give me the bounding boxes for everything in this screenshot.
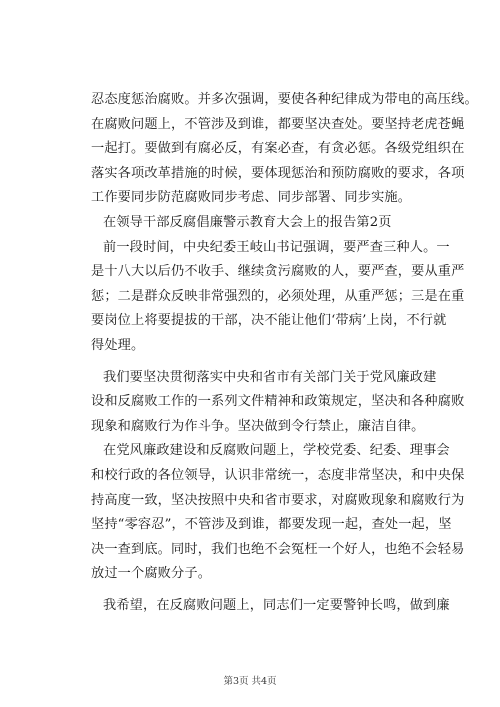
document-body — [91, 88, 478, 618]
text-line: 放过一个腐败分子。 — [91, 566, 212, 582]
text-line: 和校行政的各位领导，认识非常统一，态度非常坚决，和中央保 — [91, 467, 465, 483]
text-line: 设和反腐败工作的一系列文件精神和政策规定，坚决和各种腐败 — [91, 394, 465, 410]
text-line: 是十八大以后仍不收手、继续贪污腐败的人，要严查，要从重严 — [91, 264, 465, 280]
text-line: 我们要坚决贯彻落实中央和省市有关部门关于党风廉政建 — [103, 369, 437, 385]
text-line: 忍态度惩治腐败。并多次强调，要使各种纪律成为带电的高压线。 — [91, 92, 478, 107]
text-line: 持高度一致，坚决按照中央和省市要求，对腐败现象和腐败行为 — [91, 492, 465, 508]
text-line: 决一查到底。同时，我们也绝不会冤枉一个好人，也绝不会轻易 — [91, 541, 465, 557]
text-line: 在党风廉政建设和反腐败问题上，学校党委、纪委、理事会 — [103, 443, 450, 459]
text-line: 得处理。 — [91, 337, 145, 353]
text-line: 坚持“零容忍”，不管涉及到谁，都要发现一起，查处一起，坚 — [91, 517, 452, 533]
text-line: 要岗位上将要提拔的干部，决不能让他们‘带病’上岗，不行就 — [91, 313, 447, 329]
section-heading: 在领导干部反腐倡廉警示教育大会上的报告第2页 — [103, 214, 392, 230]
text-line: 在腐败问题上，不管涉及到谁，都要坚决查处。要坚持老虎苍蝇 — [91, 116, 465, 132]
text-line: 我希望，在反腐败问题上，同志们一定要警钟长鸣，做到廉 — [103, 597, 450, 613]
text-line: 惩；二是群众反映非常强烈的，必须处理，从重严惩；三是在重 — [91, 288, 465, 304]
text-line: 现象和腐败行为作斗争。坚决做到令行禁止，廉洁自律。 — [91, 418, 425, 434]
text-line: 一起打。要做到有腐必反，有案必查，有贪必惩。各级党组织在 — [91, 141, 465, 157]
text-line: 工作要同步防范腐败同步考虑、同步部署、同步实施。 — [91, 190, 412, 206]
text-line: 落实各项改革措施的时候，要体现惩治和预防腐败的要求，各项 — [91, 165, 465, 181]
page-footer: 第3页 共4页 — [223, 676, 277, 687]
text-line: 前一段时间，中央纪委王岐山书记强调，要严查三种人。一 — [103, 239, 450, 255]
